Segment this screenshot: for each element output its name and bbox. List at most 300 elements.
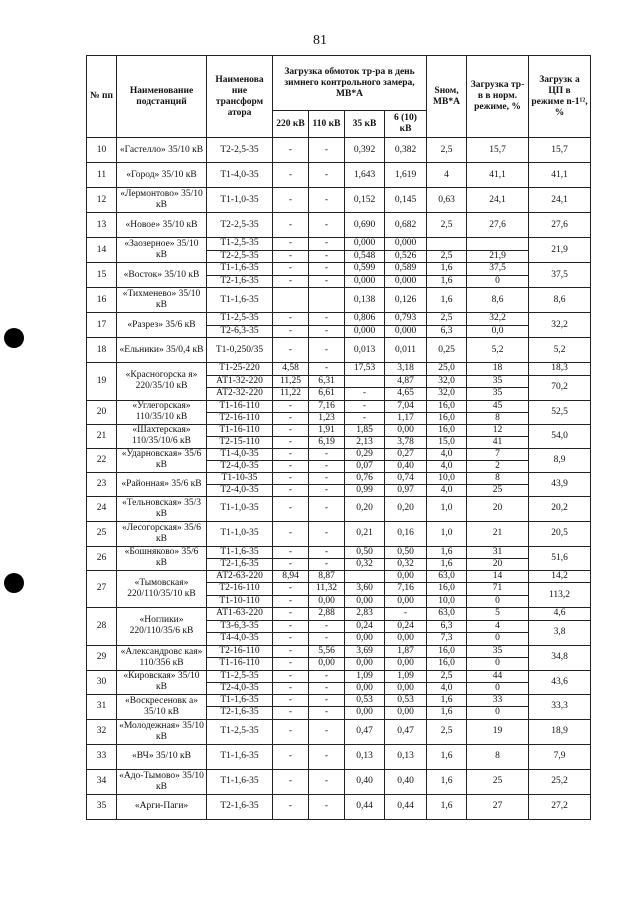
load-220: - <box>273 794 309 819</box>
transformer-name: Т2-4,0-35 <box>207 682 273 694</box>
load-norm-value: 33 <box>467 694 529 707</box>
load-norm-value: 37,5 <box>467 263 529 276</box>
substation-name: «Красногорска я» 220/35/10 кВ <box>117 363 207 401</box>
load-cp-value: 20,2 <box>529 496 591 521</box>
load-norm-value: 41 <box>467 436 529 448</box>
load-norm-value: 0,0 <box>467 325 529 338</box>
header-substation: Наименование подстанций <box>117 56 207 138</box>
load-6: 0,382 <box>385 138 427 163</box>
load-35: 17,53 <box>345 363 385 376</box>
snom-value: 1,6 <box>427 546 467 558</box>
snom-value: 1,6 <box>427 558 467 570</box>
substation-name: «Бошняково» 35/6 кВ <box>117 546 207 570</box>
load-35: 0,20 <box>345 496 385 521</box>
snom-value: 32,0 <box>427 388 467 401</box>
table-row <box>87 608 591 621</box>
load-6: 0,145 <box>385 188 427 213</box>
load-6: 0,50 <box>385 546 427 558</box>
table-body <box>87 138 591 820</box>
punch-hole-bottom <box>4 573 24 593</box>
table-row <box>87 400 591 412</box>
load-cp-value: 51,6 <box>529 546 591 570</box>
transformer-name: Т1-1,6-35 <box>207 546 273 558</box>
snom-value: 10,0 <box>427 595 467 608</box>
load-220: - <box>273 325 309 338</box>
load-35: 1,643 <box>345 163 385 188</box>
load-norm-value: 0 <box>467 658 529 671</box>
row-number: 19 <box>87 363 117 401</box>
load-220: - <box>273 558 309 570</box>
row-number: 12 <box>87 188 117 213</box>
table-row <box>87 138 591 163</box>
transformer-name: Т2-2,5-35 <box>207 138 273 163</box>
load-220: 11,25 <box>273 375 309 388</box>
load-35: - <box>345 388 385 401</box>
row-number: 13 <box>87 213 117 238</box>
substation-name: «Арги-Паги» <box>117 794 207 819</box>
substation-name: «Тихменево» 35/10 кВ <box>117 288 207 313</box>
load-6: 1,619 <box>385 163 427 188</box>
load-35: 0,690 <box>345 213 385 238</box>
load-220: - <box>273 213 309 238</box>
load-6: - <box>385 608 427 621</box>
load-6: 0,000 <box>385 275 427 288</box>
load-6: 0,00 <box>385 424 427 436</box>
load-norm-value: 4 <box>467 620 529 633</box>
load-norm-value: 35 <box>467 645 529 658</box>
load-220: 4,58 <box>273 363 309 376</box>
load-norm-value: 25 <box>467 484 529 496</box>
header-load-norm: Загрузка тр-в в норм. режиме, % <box>467 56 529 138</box>
load-norm-value: 8 <box>467 744 529 769</box>
load-norm-value: 2 <box>467 460 529 472</box>
load-norm-value: 27 <box>467 794 529 819</box>
load-6: 4,65 <box>385 388 427 401</box>
snom-value: 1,6 <box>427 794 467 819</box>
snom-value: 6,3 <box>427 325 467 338</box>
load-norm-value: 45 <box>467 400 529 412</box>
load-35: 0,53 <box>345 694 385 707</box>
load-cp-value: 5,2 <box>529 338 591 363</box>
transformer-name: Т1-16-110 <box>207 400 273 412</box>
header-35: 35 кВ <box>345 111 385 138</box>
substation-name: «Заозерное» 35/10 кВ <box>117 238 207 263</box>
load-110: 11,32 <box>309 583 345 596</box>
load-6: 3,18 <box>385 363 427 376</box>
table-row <box>87 670 591 682</box>
load-110: 7,16 <box>309 400 345 412</box>
load-220: - <box>273 484 309 496</box>
load-110: 6,61 <box>309 388 345 401</box>
transformer-name: Т3-6,3-35 <box>207 620 273 633</box>
page-number: 81 <box>313 33 327 48</box>
load-110: - <box>309 363 345 376</box>
load-cp-value: 8,6 <box>529 288 591 313</box>
snom-value: 1,6 <box>427 744 467 769</box>
load-norm-value: 15,7 <box>467 138 529 163</box>
transformer-name: Т2-2,5-35 <box>207 250 273 263</box>
load-6: 0,00 <box>385 682 427 694</box>
load-35: 0,548 <box>345 250 385 263</box>
transformer-name: Т1-2,5-35 <box>207 719 273 744</box>
load-norm-value: 5 <box>467 608 529 621</box>
load-6: 0,00 <box>385 633 427 646</box>
snom-value: 1,6 <box>427 288 467 313</box>
substation-name: «Шахтерская» 110/35/10/6 кВ <box>117 424 207 448</box>
load-35: 0,13 <box>345 744 385 769</box>
table-row <box>87 645 591 658</box>
load-35: 0,50 <box>345 546 385 558</box>
load-110: - <box>309 250 345 263</box>
substation-name: «Лесогорская» 35/6 кВ <box>117 521 207 546</box>
snom-value: 63,0 <box>427 608 467 621</box>
header-load-cp: Загрузк а ЦП в режиме n-1¹², % <box>529 56 591 138</box>
load-35: 0,152 <box>345 188 385 213</box>
substation-name: «Тымовская» 220/110/35/10 кВ <box>117 570 207 608</box>
load-cp-value: 7,9 <box>529 744 591 769</box>
load-6: 4,87 <box>385 375 427 388</box>
row-number: 21 <box>87 424 117 448</box>
transformer-name: Т1-4,0-35 <box>207 448 273 460</box>
transformer-name: Т1-1,6-35 <box>207 744 273 769</box>
transformer-name: Т1-2,5-35 <box>207 670 273 682</box>
load-220: - <box>273 583 309 596</box>
transformer-name: АТ1-63-220 <box>207 608 273 621</box>
load-norm-value: 0 <box>467 633 529 646</box>
load-35: 0,013 <box>345 338 385 363</box>
load-35: 0,00 <box>345 707 385 720</box>
table-row <box>87 238 591 251</box>
table-row <box>87 288 591 313</box>
load-cp-value: 52,5 <box>529 400 591 424</box>
row-number: 10 <box>87 138 117 163</box>
load-110: - <box>309 496 345 521</box>
table-row <box>87 213 591 238</box>
load-35: 0,000 <box>345 238 385 251</box>
load-110: - <box>309 313 345 326</box>
load-220: - <box>273 238 309 251</box>
load-220: - <box>273 424 309 436</box>
load-norm-value <box>467 238 529 251</box>
snom-value: 15,0 <box>427 436 467 448</box>
load-cp-value: 34,8 <box>529 645 591 670</box>
substation-name: «Ноглики» 220/110/35/6 кВ <box>117 608 207 646</box>
load-norm-value: 19 <box>467 719 529 744</box>
load-35: 0,00 <box>345 682 385 694</box>
load-35 <box>345 375 385 388</box>
load-norm-value: 7 <box>467 448 529 460</box>
transformer-name: Т1-25-220 <box>207 363 273 376</box>
snom-value: 63,0 <box>427 570 467 583</box>
load-6: 1,09 <box>385 670 427 682</box>
substation-name: «Ельники» 35/0,4 кВ <box>117 338 207 363</box>
snom-value: 1,0 <box>427 496 467 521</box>
snom-value: 10,0 <box>427 472 467 484</box>
load-35: 3,69 <box>345 645 385 658</box>
table-row <box>87 163 591 188</box>
load-cp-value: 24,1 <box>529 188 591 213</box>
punch-hole-top <box>4 328 24 348</box>
load-6: 0,000 <box>385 238 427 251</box>
load-6: 7,16 <box>385 583 427 596</box>
row-number: 26 <box>87 546 117 570</box>
transformer-name: Т1-10-110 <box>207 595 273 608</box>
table-row <box>87 694 591 707</box>
load-6: 0,27 <box>385 448 427 460</box>
load-6: 0,20 <box>385 496 427 521</box>
table-row <box>87 263 591 276</box>
load-cp-value: 3,8 <box>529 620 591 645</box>
load-220: - <box>273 138 309 163</box>
load-220: - <box>273 670 309 682</box>
row-number: 33 <box>87 744 117 769</box>
load-220: - <box>273 436 309 448</box>
load-norm-value: 8 <box>467 412 529 424</box>
load-220: - <box>273 719 309 744</box>
load-35: 1,85 <box>345 424 385 436</box>
load-norm-value: 31 <box>467 546 529 558</box>
load-norm-value: 8,6 <box>467 288 529 313</box>
substation-name: «Углегорская» 110/35/10 кВ <box>117 400 207 424</box>
transformer-name: Т2-1,6-35 <box>207 275 273 288</box>
header-snom: Sном, МВ*А <box>427 56 467 138</box>
load-6: 0,44 <box>385 794 427 819</box>
snom-value: 4,0 <box>427 448 467 460</box>
load-35: 0,29 <box>345 448 385 460</box>
substation-name: «Гастелло» 35/10 кВ <box>117 138 207 163</box>
load-220: - <box>273 707 309 720</box>
load-cp-value: 4,6 <box>529 608 591 621</box>
load-110: 6,19 <box>309 436 345 448</box>
substation-name: «Лермонтово» 35/10 кВ <box>117 188 207 213</box>
transformer-name: Т2-16-110 <box>207 583 273 596</box>
load-norm-value: 24,1 <box>467 188 529 213</box>
row-number: 28 <box>87 608 117 646</box>
table-row <box>87 521 591 546</box>
transformer-name: АТ2-63-220 <box>207 570 273 583</box>
load-6: 0,47 <box>385 719 427 744</box>
transformer-name: Т1-4,0-35 <box>207 163 273 188</box>
snom-value: 1,6 <box>427 263 467 276</box>
header-transformer: Наименова ние трансформ атора <box>207 56 273 138</box>
load-35: 0,21 <box>345 521 385 546</box>
load-35 <box>345 570 385 583</box>
table-row <box>87 188 591 213</box>
table-row <box>87 719 591 744</box>
snom-value: 6,3 <box>427 620 467 633</box>
load-cp-value: 25,2 <box>529 769 591 794</box>
load-6: 0,00 <box>385 595 427 608</box>
substation-name: «Адо-Тымово» 35/10 кВ <box>117 769 207 794</box>
load-220: - <box>273 595 309 608</box>
load-110: 1,91 <box>309 424 345 436</box>
snom-value: 4 <box>427 163 467 188</box>
load-35: 2,13 <box>345 436 385 448</box>
snom-value: 16,0 <box>427 583 467 596</box>
load-cp-value: 8,9 <box>529 448 591 472</box>
load-35: 0,000 <box>345 325 385 338</box>
transformer-name: Т1-1,0-35 <box>207 521 273 546</box>
load-6: 0,011 <box>385 338 427 363</box>
load-35: 0,40 <box>345 769 385 794</box>
load-cp-value: 41,1 <box>529 163 591 188</box>
load-cp-value: 21,9 <box>529 238 591 263</box>
load-norm-value: 14 <box>467 570 529 583</box>
load-norm-value: 5,2 <box>467 338 529 363</box>
load-220: - <box>273 744 309 769</box>
load-110: - <box>309 670 345 682</box>
load-norm-value: 0 <box>467 275 529 288</box>
load-35: 0,00 <box>345 633 385 646</box>
load-220: - <box>273 412 309 424</box>
load-6: 0,589 <box>385 263 427 276</box>
load-110: - <box>309 620 345 633</box>
snom-value: 7,3 <box>427 633 467 646</box>
load-220: - <box>273 658 309 671</box>
substation-name: «Молодежная» 35/10 кВ <box>117 719 207 744</box>
load-norm-value: 27,6 <box>467 213 529 238</box>
load-110: - <box>309 682 345 694</box>
load-norm-value: 0 <box>467 682 529 694</box>
load-35: 0,76 <box>345 472 385 484</box>
load-220: - <box>273 620 309 633</box>
load-110: - <box>309 472 345 484</box>
load-220: - <box>273 188 309 213</box>
row-number: 17 <box>87 313 117 338</box>
load-norm-value: 0 <box>467 595 529 608</box>
transformer-name: АТ2-32-220 <box>207 388 273 401</box>
row-number: 22 <box>87 448 117 472</box>
transformer-name: Т1-1,6-35 <box>207 288 273 313</box>
load-norm-value: 44 <box>467 670 529 682</box>
row-number: 11 <box>87 163 117 188</box>
load-220 <box>273 288 309 313</box>
load-35: 0,392 <box>345 138 385 163</box>
load-220: - <box>273 313 309 326</box>
load-6: 1,87 <box>385 645 427 658</box>
substation-name: «Восток» 35/10 кВ <box>117 263 207 288</box>
substation-name: «Ударновская» 35/6 кВ <box>117 448 207 472</box>
load-110: 5,56 <box>309 645 345 658</box>
header-num: № пп <box>87 56 117 138</box>
load-110: - <box>309 546 345 558</box>
load-35: 0,47 <box>345 719 385 744</box>
transformer-name: Т1-1,0-35 <box>207 188 273 213</box>
snom-value: 1,6 <box>427 694 467 707</box>
load-220: - <box>273 769 309 794</box>
row-number: 18 <box>87 338 117 363</box>
snom-value: 1,0 <box>427 521 467 546</box>
load-110: - <box>309 448 345 460</box>
load-110: - <box>309 460 345 472</box>
load-35: 3,60 <box>345 583 385 596</box>
load-35: 0,599 <box>345 263 385 276</box>
load-6: 0,126 <box>385 288 427 313</box>
load-cp-value: 15,7 <box>529 138 591 163</box>
load-cp-value: 20,5 <box>529 521 591 546</box>
table-row <box>87 496 591 521</box>
table-row <box>87 744 591 769</box>
load-110: - <box>309 633 345 646</box>
transformer-name: Т1-1,6-35 <box>207 694 273 707</box>
load-6: 0,00 <box>385 658 427 671</box>
load-220: - <box>273 682 309 694</box>
load-110: - <box>309 325 345 338</box>
load-cp-value: 43,9 <box>529 472 591 496</box>
snom-value <box>427 238 467 251</box>
load-110: 1,23 <box>309 412 345 424</box>
load-norm-value: 8 <box>467 472 529 484</box>
load-cp-value: 54,0 <box>529 424 591 448</box>
load-norm-value: 71 <box>467 583 529 596</box>
load-220: - <box>273 448 309 460</box>
load-220: - <box>273 338 309 363</box>
snom-value: 4,0 <box>427 484 467 496</box>
load-cp-value: 18,9 <box>529 719 591 744</box>
load-35: 0,07 <box>345 460 385 472</box>
load-110: - <box>309 558 345 570</box>
row-number: 29 <box>87 645 117 670</box>
load-6: 0,53 <box>385 694 427 707</box>
load-220: - <box>273 608 309 621</box>
snom-value: 1,6 <box>427 707 467 720</box>
load-110: 2,88 <box>309 608 345 621</box>
transformer-name: Т1-1,6-35 <box>207 263 273 276</box>
row-number: 27 <box>87 570 117 608</box>
load-110: - <box>309 238 345 251</box>
load-110: 0,00 <box>309 658 345 671</box>
transformer-name: Т2-2,5-35 <box>207 213 273 238</box>
load-6: 0,00 <box>385 707 427 720</box>
table-row <box>87 472 591 484</box>
snom-value: 4,0 <box>427 682 467 694</box>
load-35: 0,138 <box>345 288 385 313</box>
snom-value: 4,0 <box>427 460 467 472</box>
row-number: 14 <box>87 238 117 263</box>
load-110: - <box>309 521 345 546</box>
load-norm-value: 35 <box>467 375 529 388</box>
load-110: - <box>309 719 345 744</box>
load-220: 8,94 <box>273 570 309 583</box>
row-number: 25 <box>87 521 117 546</box>
substation-name: «Районная» 35/6 кВ <box>117 472 207 496</box>
load-norm-value: 41,1 <box>467 163 529 188</box>
load-110: - <box>309 138 345 163</box>
transformer-name: Т1-0,250/35 <box>207 338 273 363</box>
load-norm-value: 35 <box>467 388 529 401</box>
snom-value: 0,63 <box>427 188 467 213</box>
load-35: 0,24 <box>345 620 385 633</box>
load-norm-value: 21 <box>467 521 529 546</box>
transformer-name: Т2-16-110 <box>207 645 273 658</box>
row-number: 30 <box>87 670 117 694</box>
row-number: 31 <box>87 694 117 719</box>
transformer-name: Т1-16-110 <box>207 658 273 671</box>
transformer-name: Т1-10-35 <box>207 472 273 484</box>
snom-value: 2,5 <box>427 250 467 263</box>
load-norm-value: 20 <box>467 496 529 521</box>
snom-value: 1,6 <box>427 275 467 288</box>
load-110: - <box>309 338 345 363</box>
row-number: 24 <box>87 496 117 521</box>
table-row <box>87 363 591 376</box>
load-6: 0,13 <box>385 744 427 769</box>
load-norm-value: 0 <box>467 707 529 720</box>
load-35: 0,806 <box>345 313 385 326</box>
transformer-name: Т1-2,5-35 <box>207 313 273 326</box>
snom-value: 32,0 <box>427 375 467 388</box>
load-110: - <box>309 484 345 496</box>
